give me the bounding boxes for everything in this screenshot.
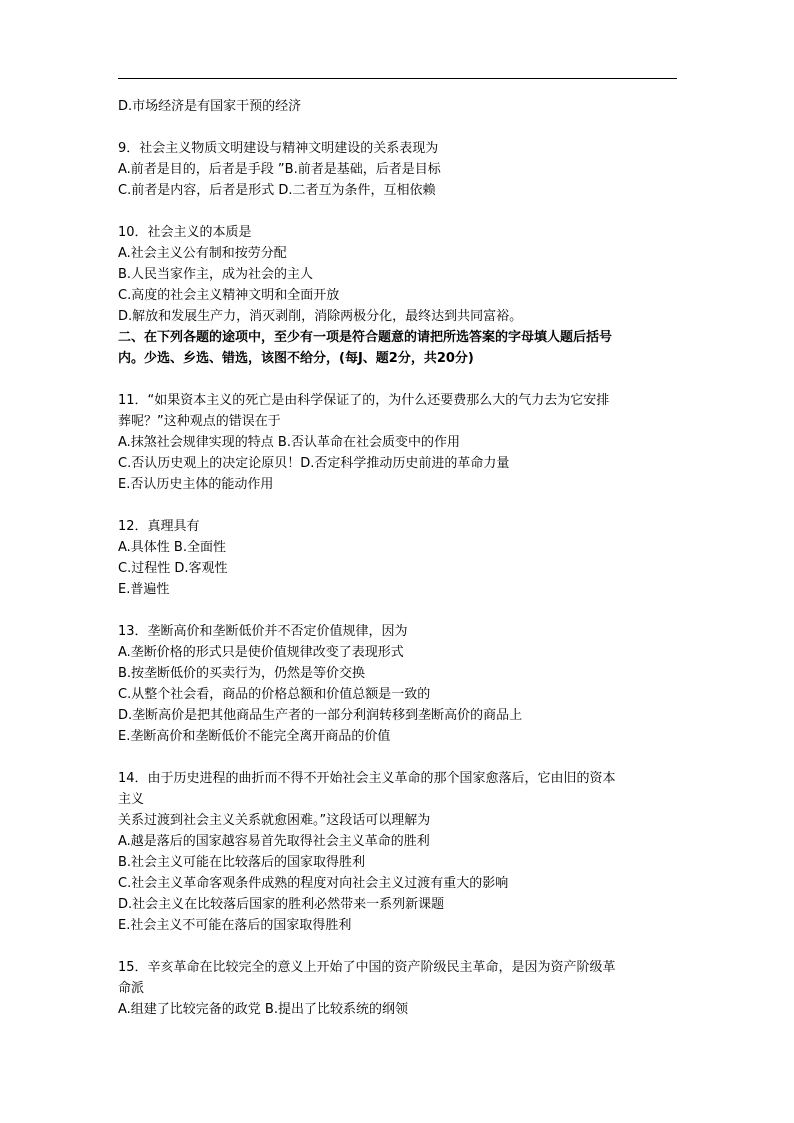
blank-line (118, 495, 688, 516)
text-line: A.社会主义公有制和按劳分配 (118, 246, 287, 261)
text-line: 命派 (118, 981, 145, 996)
section-heading-line: 二、在下列各题的途项中，至少有一项是符合题意的请把所选答案的字母填人题后括号 (118, 330, 613, 345)
blank-line (118, 117, 688, 138)
text-line: A.垄断价格的形式只是使价值规律改变了表现形式 (118, 645, 404, 660)
text-line: D.垄断高价是把其他商品生产者的一部分利润转移到垄断高价的商品上 (118, 708, 523, 723)
text-line: C.从整个社会看，商品的价格总额和价值总额是一致的 (118, 687, 431, 702)
text-line: C.前者是内容，后者是形式 D.二者互为条件，互相依赖 (118, 183, 436, 198)
text-line: C.否认历史观上的决定论原贝！D.否定科学推动历史前进的革命力量 (118, 456, 510, 471)
text-line: A.抹煞社会规律实现的特点 B.否认革命在社会质变中的作用 (118, 435, 460, 450)
text-line: E.普遍性 (118, 582, 170, 597)
text-line: B.人民当家作主，成为社会的主人 (118, 267, 314, 282)
text-line: 11．“如果资本主义的死亡是由科学保证了的，为什么还要费那么大的气力去为它安排 (118, 393, 610, 408)
blank-line (118, 369, 688, 390)
text-line: E.否认历史主体的能动作用 (118, 477, 274, 492)
section-heading-line: 内。少选、乡选、错选，该图不给分，(每J、题2分，共20分) (118, 351, 474, 366)
text-line: 10．社会主义的本质是 (118, 225, 252, 240)
blank-line (118, 936, 688, 957)
text-line: 13．垄断高价和垄断低价并不否定价值规律，因为 (118, 624, 408, 639)
text-line: B.社会主义可能在比较落后的国家取得胜利 (118, 855, 366, 870)
text-line: D.市场经济是有国家干预的经济 (118, 99, 302, 114)
text-line: 主义 (118, 792, 145, 807)
text-line: E.社会主义不可能在落后的国家取得胜利 (118, 918, 352, 933)
text-line: C.过程性 D.客观性 (118, 561, 228, 576)
header-rule (118, 78, 677, 79)
blank-line (118, 600, 688, 621)
text-line: C.高度的社会主义精神文明和全面开放 (118, 288, 340, 303)
text-line: A.组建了比较完备的政党 B.提出了比较系统的纲领 (118, 1002, 408, 1017)
text-line: 12．真理具有 (118, 519, 200, 534)
text-line: 15．辛亥革命在比较完全的意义上开始了中国的资产阶级民主革命，是因为资产阶级革 (118, 960, 616, 975)
text-line: D.社会主义在比较落后国家的胜利必然带来一系列新课题 (118, 897, 445, 912)
text-line: B.按垄断低价的买卖行为，仍然是等价交换 (118, 666, 366, 681)
text-line: 葬呢？”这种观点的错误在于 (118, 414, 281, 429)
blank-line (118, 201, 688, 222)
text-line: A.具体性 B.全面性 (118, 540, 226, 555)
text-line: 14．由于历史进程的曲折而不得不开始社会主义革命的那个国家愈落后，它由旧的资本 (118, 771, 616, 786)
text-line: 9．社会主义物质文明建设与精神文明建设的关系表现为 (118, 141, 439, 156)
text-line: E.垄断高价和垄断低价不能完全离开商品的价值 (118, 729, 391, 744)
text-line: A.前者是目的，后者是手段 ”B.前者是基础，后者是目标 (118, 162, 441, 177)
text-line: 关系过渡到社会主义关系就愈困难。”这段话可以理解为 (118, 813, 431, 828)
text-line: D.解放和发展生产力，消灭剥削，消除两极分化，最终达到共同富裕。 (118, 309, 523, 324)
blank-line (118, 747, 688, 768)
document-body (118, 96, 688, 1020)
text-line: A.越是落后的国家越容易首先取得社会主义革命的胜利 (118, 834, 430, 849)
text-line: C.社会主义革命客观条件成熟的程度对向社会主义过渡有重大的影响 (118, 876, 509, 891)
